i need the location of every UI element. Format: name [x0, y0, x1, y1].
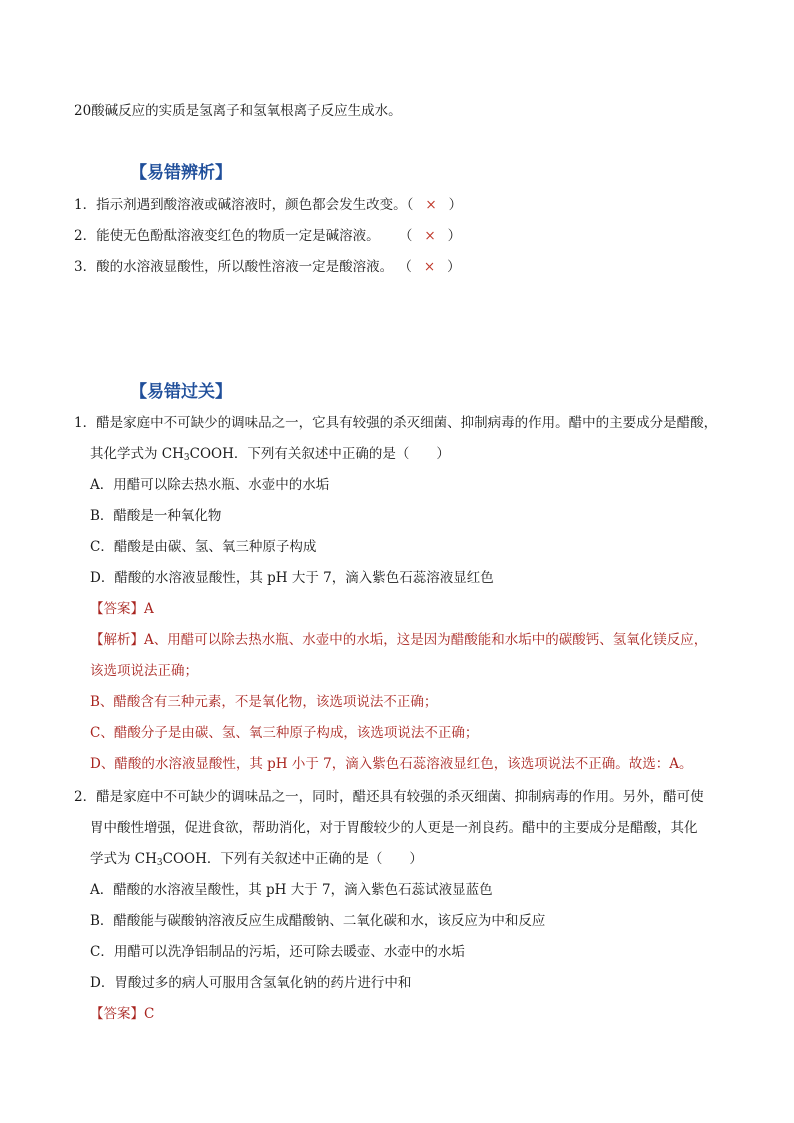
- q1-stem-line1: 1．醋是家庭中不可缺少的调味品之一，它具有较强的杀灭细菌、抑制病毒的作用。醋中的主要成分是醋酸，: [74, 415, 718, 431]
- error-item-2: [74, 226, 461, 246]
- q2-option-b: B．醋酸能与碳酸钠溶液反应生成醋酸钠、二氧化碳和水，该反应为中和反应: [90, 913, 546, 929]
- answer-label: 【答案】: [90, 1006, 144, 1022]
- q1-analysis-line2: 该选项说法正确；: [90, 663, 198, 679]
- q1-formula-subscript: 3: [183, 453, 190, 463]
- cross-mark-icon: ×: [425, 197, 437, 213]
- analysis-text: A、用醋可以除去热水瓶、水壶中的水垢，这是因为醋酸能和水垢中的碳酸钙、氢氧化镁反应，: [144, 632, 708, 648]
- q2-stem-line2: 胃中酸性增强，促进食欲，帮助消化，对于胃酸较少的人更是一剂良药。醋中的主要成分是醋酸，其化: [90, 820, 698, 836]
- paren-close: ）: [448, 197, 463, 213]
- q1-analysis-line3: B、醋酸含有三种元素，不是氧化物，该选项说法不正确；: [90, 694, 438, 710]
- q2-formula-part2: COOH．下列有关叙述中正确的是（ ）: [162, 851, 423, 867]
- q2-stem-line1: 2．醋是家庭中不可缺少的调味品之一，同时，醋还具有较强的杀灭细菌、抑制病毒的作用。另外，醋可使: [74, 789, 704, 805]
- q1-analysis-line1: [90, 630, 707, 650]
- q1-option-d: D．醋酸的水溶液显酸性，其 pH 大于 7，滴入紫色石蕊溶液显红色: [90, 570, 494, 586]
- answer-value: C: [144, 1006, 155, 1022]
- q1-option-c: C．醋酸是由碳、氢、氧三种原子构成: [90, 539, 317, 555]
- q2-option-d: D．胃酸过多的病人可服用含氢氧化钠的药片进行中和: [90, 975, 412, 991]
- q2-stem-line3: [90, 849, 423, 873]
- q1-option-b: B．醋酸是一种氧化物: [90, 508, 222, 524]
- analysis-label: 【解析】: [90, 632, 144, 648]
- q1-answer: [90, 599, 154, 619]
- q2-answer: [90, 1004, 154, 1024]
- q2-formula-part1: 学式为 CH: [90, 851, 157, 867]
- paren-open: （: [405, 259, 412, 275]
- paren-open: （: [406, 197, 414, 213]
- q1-formula-part1: 其化学式为 CH: [90, 446, 184, 462]
- q2-option-a: A．醋酸的水溶液呈酸性，其 pH 大于 7，滴入紫色石蕊试液显蓝色: [90, 882, 493, 898]
- error-item-1-text: 1．指示剂遇到酸溶液或碱溶液时，颜色都会发生改变。: [74, 197, 407, 213]
- section-heading-practice: 【易错过关】: [130, 382, 232, 402]
- answer-label: 【答案】: [90, 601, 144, 617]
- answer-value: A: [144, 601, 154, 617]
- q1-analysis-line5: D、醋酸的水溶液显酸性，其 pH 小于 7，滴入紫色石蕊溶液显红色，该选项说法不正确。故选：A。: [90, 756, 693, 772]
- q1-analysis-line4: C、醋酸分子是由碳、氢、氧三种原子构成，该选项说法不正确；: [90, 725, 479, 741]
- q1-formula-part2: COOH．下列有关叙述中正确的是（ ）: [189, 446, 450, 462]
- section-heading-errors: 【易错辨析】: [130, 163, 232, 183]
- error-item-2-text: 2．能使无色酚酞溶液变红色的物质一定是碱溶液。: [74, 228, 380, 244]
- error-item-1: [74, 195, 462, 215]
- q1-stem-line2: [90, 444, 450, 468]
- q1-option-a: A．用醋可以除去热水瓶、水壶中的水垢: [90, 477, 330, 493]
- cross-mark-icon: ×: [423, 259, 436, 275]
- error-item-3: [74, 257, 461, 277]
- paren-open: （: [405, 228, 413, 244]
- cross-mark-icon: ×: [424, 228, 436, 244]
- paren-close: ）: [447, 228, 462, 244]
- intro-statement: 20酸碱反应的实质是氢离子和氢氧根离子反应生成水。: [74, 103, 402, 119]
- error-item-3-text: 3．酸的水溶液显酸性，所以酸性溶液一定是酸溶液。: [74, 259, 394, 275]
- q2-formula-subscript: 3: [156, 858, 163, 868]
- paren-close: ）: [447, 259, 461, 275]
- q2-option-c: C．用醋可以洗净铝制品的污垢，还可除去暖壶、水壶中的水垢: [90, 944, 465, 960]
